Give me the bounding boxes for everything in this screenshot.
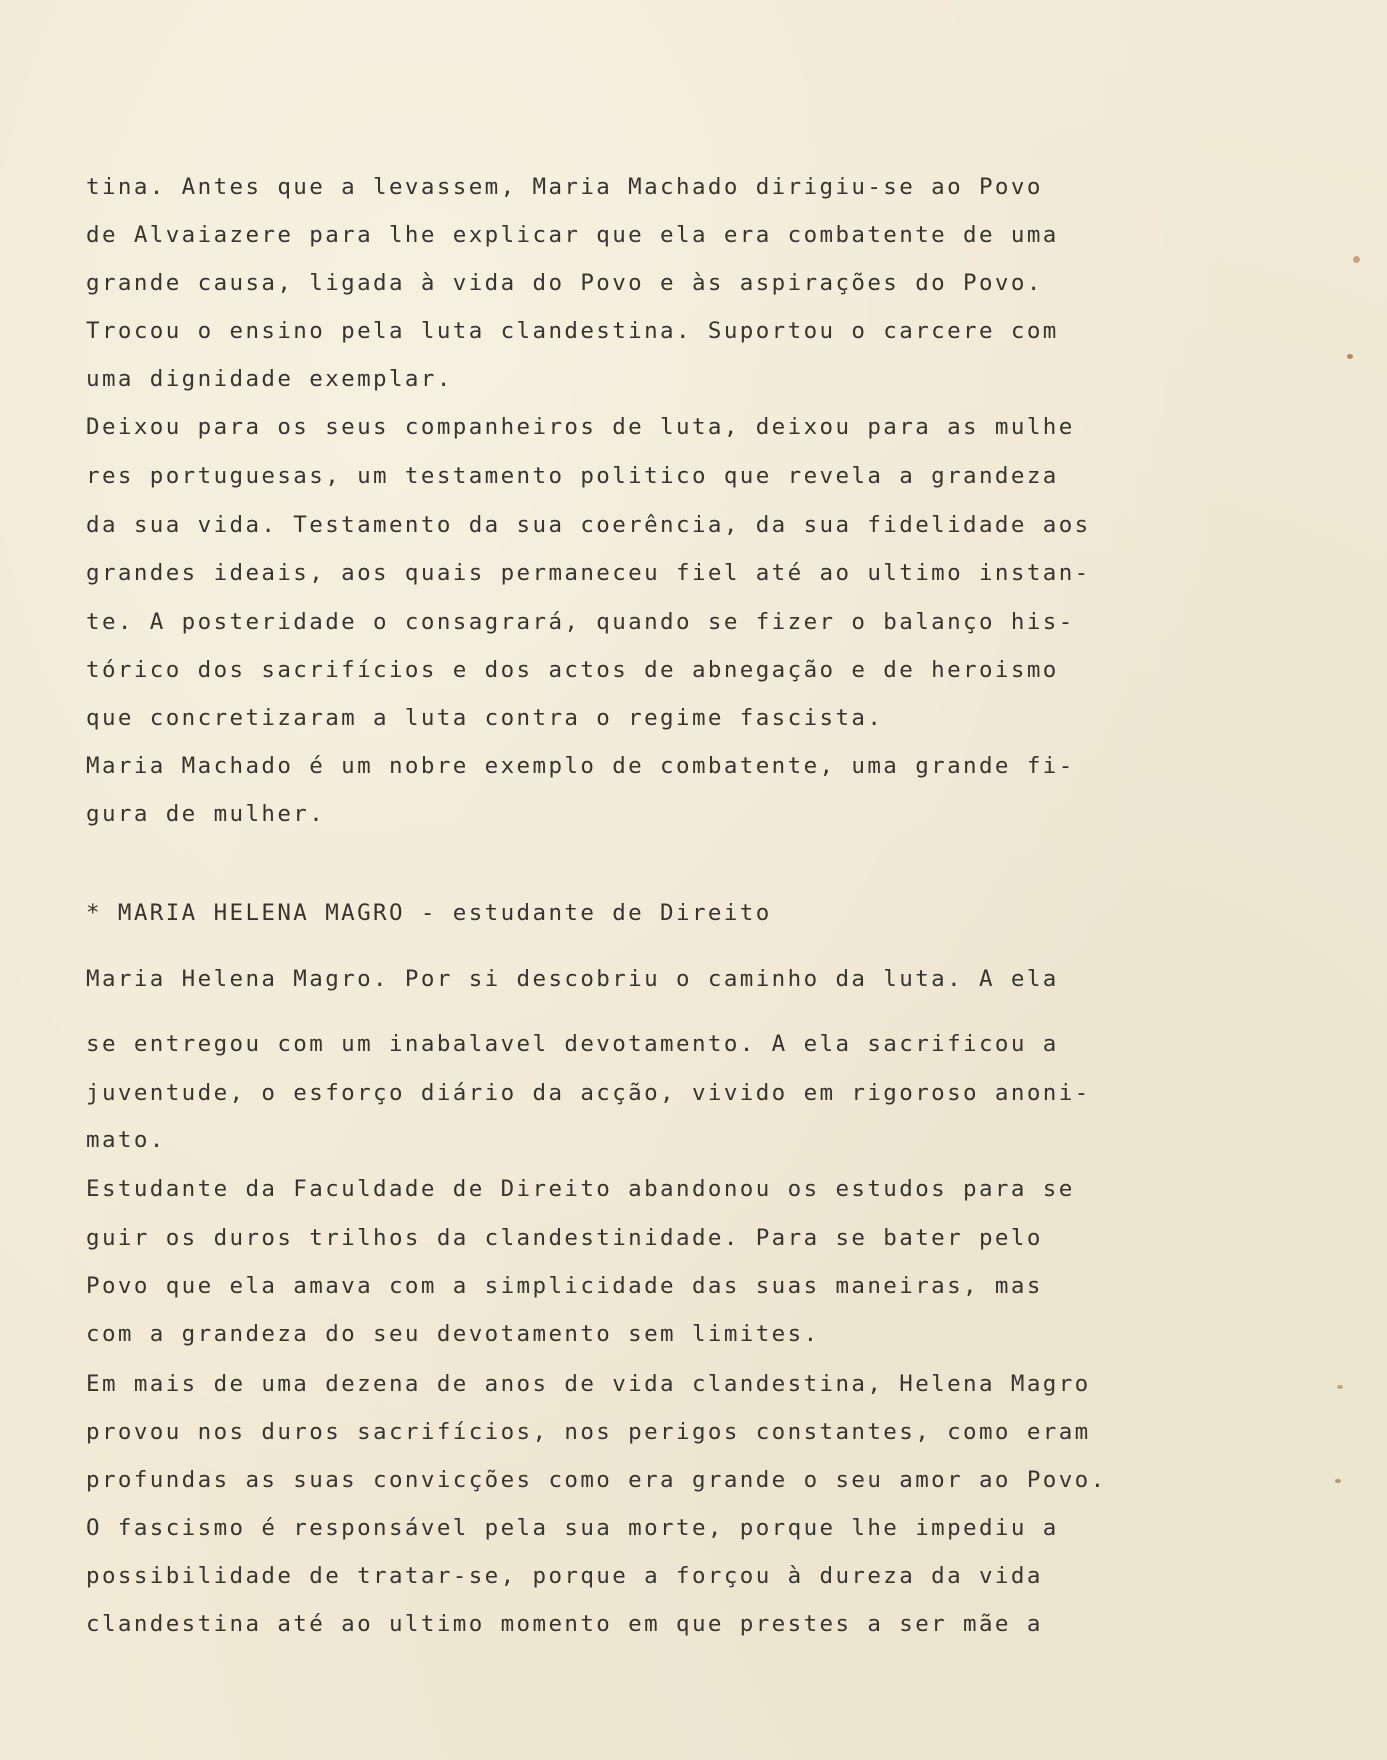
body-line-13: Maria Machado é um nobre exemplo de combatente, uma grande fi-: [86, 753, 1075, 779]
section-heading: * MARIA HELENA MAGRO - estudante de Direito: [86, 900, 772, 926]
body-line-29: clandestina até ao ultimo momento em que prestes a ser mãe a: [86, 1611, 1043, 1637]
body-line-1: tina. Antes que a levassem, Maria Machado dirigiu-se ao Povo: [86, 174, 1043, 200]
body-line-11: tórico dos sacrifícios e dos actos de abnegação e de heroismo: [86, 657, 1059, 683]
body-line-24: Em mais de uma dezena de anos de vida clandestina, Helena Magro: [86, 1371, 1091, 1397]
body-line-7: res portuguesas, um testamento politico que revela a grandeza: [86, 463, 1059, 489]
body-line-21: guir os duros trilhos da clandestinidade. Para se bater pelo: [86, 1225, 1043, 1251]
body-line-22: Povo que ela amava com a simplicidade das suas maneiras, mas: [86, 1273, 1043, 1299]
body-line-6: Deixou para os seus companheiros de luta, deixou para as mulhe: [86, 414, 1075, 440]
body-line-27: O fascismo é responsável pela sua morte, porque lhe impediu a: [86, 1515, 1059, 1541]
body-line-26: profundas as suas convicções como era grande o seu amor ao Povo.: [86, 1467, 1107, 1493]
body-line-17: se entregou com um inabalavel devotamento. A ela sacrificou a: [86, 1031, 1059, 1057]
paper-stain: [1353, 256, 1360, 263]
body-line-2: de Alvaiazere para lhe explicar que ela era combatente de uma: [86, 222, 1059, 248]
body-line-16: Maria Helena Magro. Por si descobriu o caminho da luta. A ela: [86, 966, 1059, 992]
body-line-18: juventude, o esforço diário da acção, vivido em rigoroso anoni-: [86, 1080, 1091, 1106]
body-line-25: provou nos duros sacrifícios, nos perigos constantes, como eram: [86, 1419, 1091, 1445]
body-line-12: que concretizaram a luta contra o regime fascista.: [86, 705, 884, 731]
body-line-23: com a grandeza do seu devotamento sem limites.: [86, 1321, 820, 1347]
body-line-3: grande causa, ligada à vida do Povo e às aspirações do Povo.: [86, 270, 1043, 296]
body-line-4: Trocou o ensino pela luta clandestina. Suportou o carcere com: [86, 318, 1059, 344]
paper-stain: [1335, 1479, 1341, 1483]
body-line-20: Estudante da Faculdade de Direito abandonou os estudos para se: [86, 1176, 1075, 1202]
paper-stain: [1337, 1385, 1343, 1389]
body-line-28: possibilidade de tratar-se, porque a forçou à dureza da vida: [86, 1563, 1043, 1589]
body-line-5: uma dignidade exemplar.: [86, 366, 453, 392]
paper-stain: [1347, 354, 1353, 359]
body-line-8: da sua vida. Testamento da sua coerência, da sua fidelidade aos: [86, 512, 1091, 538]
body-line-9: grandes ideais, aos quais permaneceu fiel até ao ultimo instan-: [86, 560, 1091, 586]
body-line-10: te. A posteridade o consagrará, quando se fizer o balanço his-: [86, 609, 1075, 635]
body-line-14: gura de mulher.: [86, 801, 326, 827]
body-line-19: mato.: [86, 1127, 166, 1153]
